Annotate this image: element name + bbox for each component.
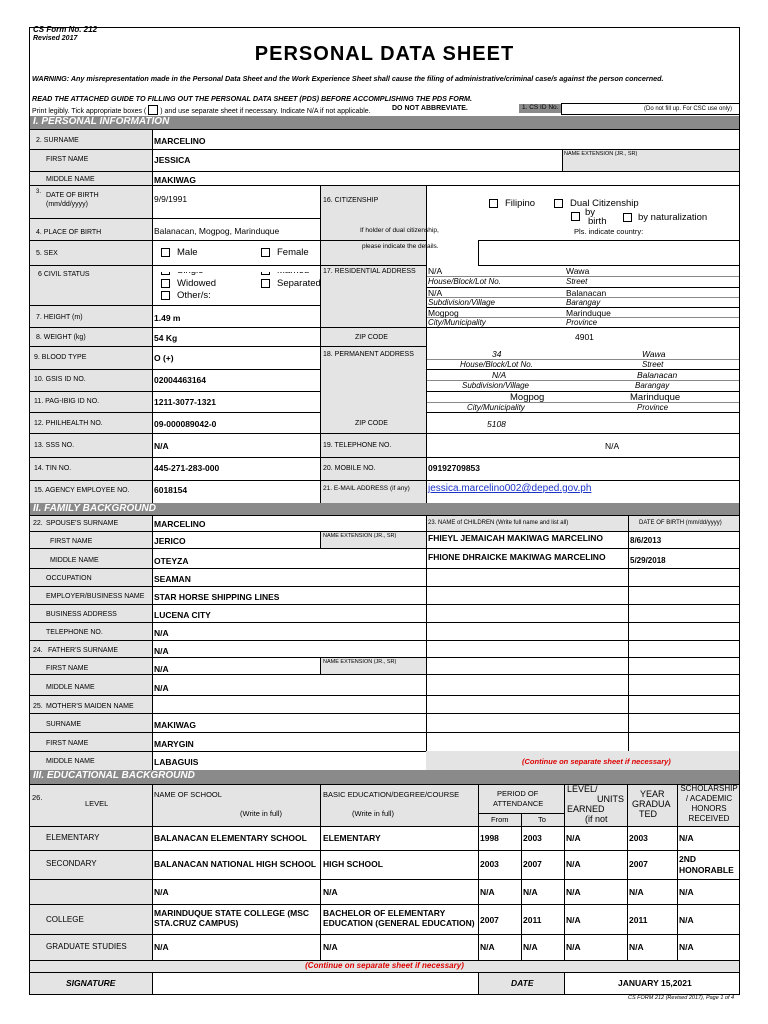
edu-units-graduate[interactable]: N/A xyxy=(566,942,581,952)
edu-year-college[interactable]: 2011 xyxy=(629,915,648,925)
perm-subdivision-caption: Subdivision/Village xyxy=(462,381,530,390)
honors-header-d: RECEIVED xyxy=(688,814,730,823)
edu-level-graduate: GRADUATE STUDIES xyxy=(46,942,127,951)
to-header: To xyxy=(538,815,546,824)
pob-label: 4. PLACE OF BIRTH xyxy=(36,229,102,236)
edu-course-secondary[interactable]: HIGH SCHOOL xyxy=(323,859,383,869)
res-province-caption: Province xyxy=(566,318,598,327)
signature-label: SIGNATURE xyxy=(66,978,116,988)
edu-from-college[interactable]: 2007 xyxy=(480,915,499,925)
section-personal-info: I. PERSONAL INFORMATION xyxy=(30,116,739,129)
edu-school-college[interactable]: MARINDUQUE STATE COLLEGE (MSC STA.CRUZ CAMPUS) xyxy=(154,908,310,928)
mother-middle-field[interactable]: LABAGUIS xyxy=(154,757,199,767)
page-title: PERSONAL DATA SHEET xyxy=(254,43,515,65)
dual-citizenship-label: Dual Citizenship xyxy=(570,198,639,209)
edu-school-graduate[interactable]: N/A xyxy=(154,942,169,952)
dob-label: DATE OF BIRTH xyxy=(46,192,99,199)
res-street-caption: Street xyxy=(566,277,588,286)
education-num: 26. xyxy=(32,793,43,802)
print-instruction-b: ) and use separate sheet if necessary. Indicate N/A if not applicable. xyxy=(160,108,371,115)
separated-label: Separated xyxy=(277,278,321,289)
edu-year-vocational[interactable]: N/A xyxy=(629,887,644,897)
perm-barangay-field[interactable]: Balanacan xyxy=(637,370,678,380)
gsis-label: 10. GSIS ID NO. xyxy=(34,376,86,383)
pds-form xyxy=(29,27,740,995)
edu-year-graduate[interactable]: N/A xyxy=(629,942,644,952)
name-ext-label: NAME EXTENSION (JR., SR) xyxy=(564,151,638,157)
mobile-label: 20. MOBILE NO. xyxy=(323,465,376,472)
res-barangay-field[interactable]: Balanacan xyxy=(566,288,607,298)
res-city-field[interactable]: Mogpog xyxy=(428,308,459,318)
res-zip-label: ZIP CODE xyxy=(355,334,388,341)
edu-course-elementary[interactable]: ELEMENTARY xyxy=(323,833,381,843)
warning-text: WARNING: Any misrepresentation made in the Personal Data Sheet and the Work Experience Sheet shall cause the filing of administrative/criminal case/s against the person concerned. xyxy=(32,74,664,83)
father-first-field[interactable]: N/A xyxy=(154,664,169,674)
perm-city-caption: City/Municipality xyxy=(467,403,525,412)
birth-label: birth xyxy=(588,216,607,227)
pagibig-field[interactable]: 1211-3077-1321 xyxy=(154,397,216,407)
first-name-label: FIRST NAME xyxy=(46,156,89,163)
child-name-1[interactable]: FHIEYL JEMAICAH MAKIWAG MARCELINO xyxy=(428,533,604,543)
weight-label: 8. WEIGHT (kg) xyxy=(36,334,86,341)
philhealth-label: 12. PHILHEALTH NO. xyxy=(34,420,103,427)
units-header-a: LEVEL/ xyxy=(567,784,598,794)
surname-label: 2. SURNAME xyxy=(36,137,79,144)
year-header-b: GRADUA xyxy=(632,799,671,809)
perm-barangay-caption: Barangay xyxy=(635,381,670,390)
print-instruction xyxy=(32,105,371,115)
education-level-bg xyxy=(30,826,152,960)
edu-to-college[interactable]: 2011 xyxy=(523,915,542,925)
pagibig-label: 11. PAG-IBIG ID NO. xyxy=(34,398,100,405)
perm-zip-label: ZIP CODE xyxy=(355,420,388,427)
school-header: NAME OF SCHOOL xyxy=(154,790,222,799)
father-ext-label: NAME EXTENSION (JR., SR) xyxy=(323,659,397,665)
widowed-label: Widowed xyxy=(177,278,217,289)
honors-header-b: / ACADEMIC xyxy=(685,794,733,803)
father-num: 24. xyxy=(33,647,43,654)
mother-maiden-label: MOTHER'S MAIDEN NAME xyxy=(46,703,134,710)
edu-from-graduate[interactable]: N/A xyxy=(480,942,495,952)
female-checkbox[interactable] xyxy=(261,248,270,257)
period-header-a: PERIOD OF xyxy=(497,789,539,798)
res-house-field[interactable]: N/A xyxy=(428,266,443,276)
civil-overlap-mask xyxy=(153,266,319,272)
education-continue-note: (Continue on separate sheet if necessary) xyxy=(305,961,464,970)
mother-first-field[interactable]: MARYGIN xyxy=(154,739,194,749)
perm-zip-field[interactable]: 5108 xyxy=(487,419,506,429)
sss-field[interactable]: N/A xyxy=(154,441,169,451)
citizenship-label: 16. CITIZENSHIP xyxy=(323,197,379,204)
edu-course-college[interactable]: BACHELOR OF ELEMENTARY EDUCATION (GENERAL EDUCATION) xyxy=(323,908,475,928)
mother-first-label: FIRST NAME xyxy=(46,740,89,747)
naturalization-checkbox[interactable] xyxy=(623,213,632,222)
course-header: BASIC EDUCATION/DEGREE/COURSE xyxy=(323,790,460,799)
spouse-ext-label: NAME EXTENSION (JR., SR) xyxy=(323,533,397,539)
spouse-first-label: FIRST NAME xyxy=(50,538,93,545)
edu-school-secondary[interactable]: BALANACAN NATIONAL HIGH SCHOOL xyxy=(154,859,317,869)
children-continue-note: (Continue on separate sheet if necessary) xyxy=(522,757,671,766)
res-house-caption: House/Block/Lot No. xyxy=(428,277,501,286)
dob-num: 3. xyxy=(36,189,42,195)
father-surname-field[interactable]: N/A xyxy=(154,646,169,656)
period-header-b: ATTENDANCE xyxy=(493,799,544,808)
res-city-caption: City/Municipality xyxy=(428,318,486,327)
spouse-telephone-field[interactable]: N/A xyxy=(154,628,169,638)
employer-label: EMPLOYER/BUSINESS NAME xyxy=(46,593,145,600)
spouse-surname-label: SPOUSE'S SURNAME xyxy=(46,520,119,527)
business-address-field[interactable]: LUCENA CITY xyxy=(154,610,211,620)
weight-field[interactable]: 54 Kg xyxy=(154,333,178,343)
res-subdivision-field[interactable]: N/A xyxy=(428,288,443,298)
spouse-num: 22. xyxy=(33,520,43,527)
naturalization-label: by naturalization xyxy=(638,212,708,223)
edu-to-secondary[interactable]: 2007 xyxy=(523,859,542,869)
philhealth-field[interactable]: 09-000089042-0 xyxy=(154,419,217,429)
edu-course-graduate[interactable]: N/A xyxy=(323,942,338,952)
signature-field[interactable] xyxy=(154,974,476,994)
honors-header-a: SCHOLARSHIP xyxy=(680,784,738,793)
res-street-field[interactable]: Wawa xyxy=(566,266,590,276)
edu-to-vocational[interactable]: N/A xyxy=(523,887,538,897)
units-header-d: (if not xyxy=(585,814,608,824)
tick-box-sample xyxy=(148,105,158,115)
filipino-checkbox[interactable] xyxy=(489,199,498,208)
print-instruction-a: Print legibly. Tick appropriate boxes ( xyxy=(32,108,147,115)
other-status-label: Other/s: xyxy=(177,290,211,301)
edu-level-elementary: ELEMENTARY xyxy=(46,833,100,842)
height-field[interactable]: 1.49 m xyxy=(154,313,181,323)
perm-province-caption: Province xyxy=(637,403,669,412)
email-field[interactable]: jessica.marcelino002@deped.gov.ph xyxy=(428,483,592,494)
child-dob-1[interactable]: 8/6/2013 xyxy=(630,536,662,545)
page-footer-note: CS FORM 212 (Revised 2017), Page 1 of 4 xyxy=(628,995,735,1001)
agency-employee-label: 15. AGENCY EMPLOYEE NO. xyxy=(34,487,130,494)
edu-course-vocational[interactable]: N/A xyxy=(323,887,338,897)
section-family-background: II. FAMILY BACKGROUND xyxy=(30,503,739,515)
widowed-checkbox[interactable] xyxy=(161,279,170,288)
guide-text: READ THE ATTACHED GUIDE TO FILLING OUT THE PERSONAL DATA SHEET (PDS) BEFORE ACCOMPLISHING THE PDS FORM. xyxy=(32,94,473,103)
perm-city-field[interactable]: Mogpog xyxy=(510,392,545,403)
mother-surname-field[interactable]: MAKIWAG xyxy=(154,720,197,730)
res-barangay-caption: Barangay xyxy=(566,298,601,307)
no-abbreviate: DO NOT ABBREVIATE. xyxy=(392,105,468,112)
perm-province-field[interactable]: Marinduque xyxy=(630,392,681,403)
education-level-header: LEVEL xyxy=(85,799,109,808)
spouse-middle-label: MIDDLE NAME xyxy=(50,557,99,564)
email-label: 21. E-MAIL ADDRESS (if any) xyxy=(323,485,410,492)
blood-type-label: 9. BLOOD TYPE xyxy=(34,354,87,361)
edu-units-college[interactable]: N/A xyxy=(566,915,581,925)
dual-citizenship-checkbox[interactable] xyxy=(554,199,563,208)
occupation-field[interactable]: SEAMAN xyxy=(154,574,191,584)
child-name-2[interactable]: FHIONE DHRAICKE MAKIWAG MARCELINO xyxy=(428,552,606,562)
mobile-field[interactable]: 09192709853 xyxy=(428,463,481,473)
dob-format-label: (mm/dd/yyyy) xyxy=(46,201,88,208)
sex-label: 5. SEX xyxy=(36,250,58,257)
child-dob-2[interactable]: 5/29/2018 xyxy=(630,556,666,565)
spouse-telephone-label: TELEPHONE NO. xyxy=(46,629,103,636)
edu-from-vocational[interactable]: N/A xyxy=(480,887,495,897)
csc-use-note: (Do not fill up. For CSC use only) xyxy=(644,106,733,112)
civil-status-label: 6 CIVIL STATUS xyxy=(38,271,90,278)
separated-checkbox[interactable] xyxy=(261,279,270,288)
pob-field[interactable]: Balanacan, Mogpog, Marinduque xyxy=(154,226,280,236)
mother-surname-label: SURNAME xyxy=(46,721,82,728)
perm-street-field[interactable]: Wawa xyxy=(642,349,666,359)
children-header: 23. NAME of CHILDREN (Write full name and list all) xyxy=(428,520,569,526)
edu-from-secondary[interactable]: 2003 xyxy=(480,859,499,869)
form-number: CS Form No. 212 xyxy=(33,25,98,34)
edu-honors-elementary[interactable]: N/A xyxy=(679,833,694,843)
father-middle-field[interactable]: N/A xyxy=(154,683,169,693)
from-header: From xyxy=(491,815,509,824)
year-header-c: TED xyxy=(639,809,657,819)
surname-field[interactable]: MARCELINO xyxy=(154,136,206,146)
dual-note-b: please indicate the details. xyxy=(362,243,439,250)
other-status-checkbox[interactable] xyxy=(161,291,170,300)
country-prompt: Pls. indicate country: xyxy=(574,227,644,236)
form-revision: Revised 2017 xyxy=(33,35,78,42)
res-subdivision-caption: Subdivision/Village xyxy=(428,298,496,307)
gsis-field[interactable]: 02004463164 xyxy=(154,375,207,385)
perm-house-field[interactable]: 34 xyxy=(492,349,502,359)
filipino-label: Filipino xyxy=(505,198,536,209)
edu-year-elementary[interactable]: 2003 xyxy=(629,833,648,843)
spouse-middle-field[interactable]: OTEYZA xyxy=(154,556,189,566)
mother-num: 25. xyxy=(33,703,43,710)
mother-middle-label: MIDDLE NAME xyxy=(46,758,95,765)
telephone-label: 19. TELEPHONE NO. xyxy=(323,442,392,449)
dual-note-a: If holder of dual citizenship, xyxy=(360,227,439,234)
date-field[interactable]: JANUARY 15,2021 xyxy=(618,978,692,988)
spouse-first-field[interactable]: JERICO xyxy=(154,536,186,546)
business-address-label: BUSINESS ADDRESS xyxy=(46,611,117,618)
edu-honors-graduate[interactable]: N/A xyxy=(679,942,694,952)
edu-school-vocational[interactable]: N/A xyxy=(154,887,169,897)
school-header-sub: (Write in full) xyxy=(240,809,282,818)
edu-level-secondary: SECONDARY xyxy=(46,859,97,868)
edu-level-college: COLLEGE xyxy=(46,915,84,924)
male-checkbox[interactable] xyxy=(161,248,170,257)
by-birth-checkbox[interactable] xyxy=(571,212,580,221)
edu-year-secondary[interactable]: 2007 xyxy=(629,859,648,869)
edu-units-secondary[interactable]: N/A xyxy=(566,859,581,869)
first-name-field[interactable]: JESSICA xyxy=(154,155,191,165)
height-label: 7. HEIGHT (m) xyxy=(36,314,83,321)
edu-honors-college[interactable]: N/A xyxy=(679,915,694,925)
res-province-field[interactable]: Marinduque xyxy=(566,308,611,318)
edu-honors-secondary[interactable]: 2ND HONORABLE xyxy=(679,854,734,875)
father-first-label: FIRST NAME xyxy=(46,665,89,672)
honors-header-c: HONORS xyxy=(691,804,727,813)
edu-honors-vocational[interactable]: N/A xyxy=(679,887,694,897)
employer-field[interactable]: STAR HORSE SHIPPING LINES xyxy=(154,592,280,602)
edu-units-elementary[interactable]: N/A xyxy=(566,833,581,843)
occupation-label: OCCUPATION xyxy=(46,575,92,582)
course-header-sub: (Write in full) xyxy=(352,809,394,818)
perm-subdivision-field[interactable]: N/A xyxy=(492,370,507,380)
section-educational-background: III. EDUCATIONAL BACKGROUND xyxy=(30,770,739,784)
blood-type-field[interactable]: O (+) xyxy=(154,353,174,363)
agency-employee-field[interactable]: 6018154 xyxy=(154,485,188,495)
middle-name-label: MIDDLE NAME xyxy=(46,176,95,183)
telephone-field[interactable]: N/A xyxy=(605,441,620,451)
children-dob-header: DATE OF BIRTH (mm/dd/yyyy) xyxy=(639,520,722,526)
res-zip-field[interactable]: 4901 xyxy=(575,332,594,342)
perm-street-caption: Street xyxy=(642,360,664,369)
father-surname-label: FATHER'S SURNAME xyxy=(48,647,119,654)
by-label: by xyxy=(585,207,596,218)
cs-id-label: 1. CS ID No. xyxy=(519,104,561,113)
edu-units-vocational[interactable]: N/A xyxy=(566,887,581,897)
units-header-c: EARNED xyxy=(567,804,605,814)
edu-from-elementary[interactable]: 1998 xyxy=(480,833,499,843)
edu-to-graduate[interactable]: N/A xyxy=(523,942,538,952)
edu-school-elementary[interactable]: BALANACAN ELEMENTARY SCHOOL xyxy=(154,833,307,843)
sss-label: 13. SSS NO. xyxy=(34,442,75,449)
units-header-b: UNITS xyxy=(597,794,624,804)
tin-field[interactable]: 445-271-283-000 xyxy=(154,463,220,473)
year-header-a: YEAR xyxy=(640,789,665,799)
female-label: Female xyxy=(277,247,309,258)
male-label: Male xyxy=(177,247,198,258)
tin-label: 14. TIN NO. xyxy=(34,465,72,472)
permanent-address-label: 18. PERMANENT ADDRESS xyxy=(323,351,414,358)
country-field[interactable] xyxy=(481,243,738,263)
residential-address-label: 17. RESIDENTIAL ADDRESS xyxy=(323,268,416,275)
spouse-surname-field[interactable]: MARCELINO xyxy=(154,519,206,529)
father-middle-label: MIDDLE NAME xyxy=(46,684,95,691)
middle-name-field[interactable]: MAKIWAG xyxy=(154,175,197,185)
date-label: DATE xyxy=(511,978,534,988)
dob-field[interactable]: 9/9/1991 xyxy=(154,194,188,204)
perm-house-caption: House/Block/Lot No. xyxy=(460,360,533,369)
edu-to-elementary[interactable]: 2003 xyxy=(523,833,542,843)
